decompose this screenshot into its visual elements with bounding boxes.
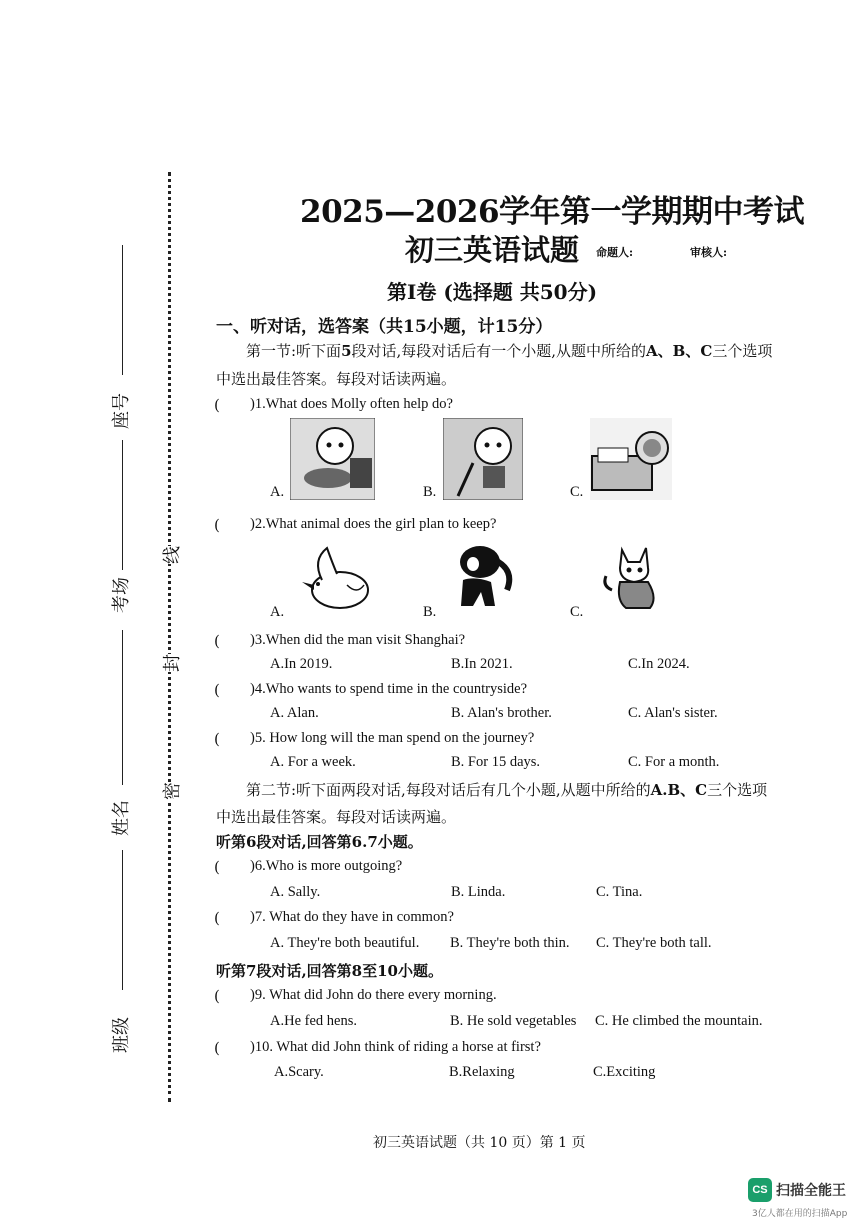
q9-option-c: C. He climbed the mountain. (595, 1013, 763, 1029)
answer-paren[interactable]: ( (214, 1039, 220, 1057)
exam-room-blank-line (122, 440, 123, 570)
q10-option-a: A.Scary. (274, 1064, 324, 1080)
sub1-instruction-line2: 中选出最佳答案。每段对话读两遍。 (216, 370, 457, 388)
exam-subtitle: 初三英语试题 (405, 233, 580, 267)
author-label: 命题人: (596, 246, 634, 259)
q1-option-b-label: B. (423, 484, 437, 500)
name-label: 姓名 (111, 800, 131, 836)
question-3: )3.When did the man visit Shanghai? (250, 632, 466, 648)
q6-option-c: C. Tina. (596, 884, 643, 900)
sub1-instruction-line1: 第一节:听下面5段对话,每段对话后有一个小题,从题中所给的A、B、C三个选项 (246, 342, 773, 360)
q2-option-c-label: C. (570, 604, 584, 620)
question-5: )5. How long will the man spend on the journey? (250, 730, 535, 746)
seal-mi-char: 密 (156, 782, 186, 800)
question-1: )1.What does Molly often help do? (250, 396, 453, 412)
q7-option-c: C. They're both tall. (596, 935, 712, 951)
q4-option-b: B. Alan's brother. (451, 705, 552, 721)
q3-option-c: C.In 2024. (628, 656, 690, 672)
listen-dialogue-7: 听第7段对话,回答第8至10小题。 (216, 962, 443, 980)
q2-image-cat (592, 540, 667, 612)
answer-paren[interactable]: ( (214, 681, 220, 699)
answer-paren[interactable]: ( (214, 516, 220, 534)
answer-paren[interactable]: ( (214, 858, 220, 876)
q7-option-b: B. They're both thin. (450, 935, 570, 951)
question-10: )10. What did John think of riding a horse at first? (250, 1039, 541, 1055)
q1-image-cooking (290, 418, 375, 500)
q7-option-a: A. They're both beautiful. (270, 935, 420, 951)
question-4: )4.Who wants to spend time in the countryside? (250, 681, 528, 697)
q2-option-a-label: A. (270, 604, 285, 620)
seal-dotted-line (168, 172, 171, 1102)
q10-option-c: C.Exciting (593, 1064, 656, 1080)
page-footer: 初三英语试题（共 10 页）第 1 页 (373, 1135, 586, 1151)
class-label: 班级 (111, 1017, 131, 1053)
seal-line-char: 线 (156, 546, 186, 564)
q5-option-a: A. For a week. (270, 754, 356, 770)
exam-title: 2025—2026学年第一学期期中考试 (300, 194, 805, 230)
q10-option-b: B.Relaxing (449, 1064, 515, 1080)
q1-image-bed (590, 418, 672, 500)
q3-option-a: A.In 2019. (270, 656, 333, 672)
q9-option-a: A.He fed hens. (270, 1013, 357, 1029)
seat-label: 座号 (111, 393, 131, 429)
q1-option-c-label: C. (570, 484, 584, 500)
q3-option-b: B.In 2021. (451, 656, 513, 672)
scanner-tagline: 3亿人都在用的扫描App (752, 1209, 848, 1219)
question-6: )6.Who is more outgoing? (250, 858, 403, 874)
camscanner-logo-icon: CS (748, 1178, 772, 1202)
q6-option-a: A. Sally. (270, 884, 321, 900)
question-9: )9. What did John do there every morning. (250, 987, 497, 1003)
q1-image-sweeping (443, 418, 523, 500)
scanner-app-name: 扫描全能王 (776, 1183, 846, 1199)
q6-option-b: B. Linda. (451, 884, 506, 900)
seat-blank-line (122, 245, 123, 375)
answer-paren[interactable]: ( (214, 396, 220, 414)
q1-option-a-label: A. (270, 484, 285, 500)
question-7: )7. What do they have in common? (250, 909, 454, 925)
name-blank-line (122, 630, 123, 785)
seal-feng-char: 封 (156, 654, 186, 672)
q5-option-b: B. For 15 days. (451, 754, 541, 770)
exam-room-label: 考场 (111, 577, 131, 613)
q5-option-c: C. For a month. (628, 754, 720, 770)
question-2: )2.What animal does the girl plan to keep? (250, 516, 497, 532)
class-blank-line (122, 850, 123, 990)
q4-option-c: C. Alan's sister. (628, 705, 718, 721)
sub2-instruction-line2: 中选出最佳答案。每段对话读两遍。 (216, 808, 457, 826)
sub2-instruction-line1: 第二节:听下面两段对话,每段对话后有几个小题,从题中所给的A.B、C三个选项 (246, 781, 768, 799)
answer-paren[interactable]: ( (214, 909, 220, 927)
reviewer-label: 审核人: (690, 246, 728, 259)
section-title: 第I卷 (选择题 共50分) (387, 280, 598, 304)
q2-image-dog (445, 540, 525, 612)
answer-paren[interactable]: ( (214, 632, 220, 650)
answer-paren[interactable]: ( (214, 987, 220, 1005)
q2-option-b-label: B. (423, 604, 437, 620)
q4-option-a: A. Alan. (270, 705, 319, 721)
part-title: 一、听对话，选答案（共15小题，计15分） (216, 317, 553, 337)
q2-image-hen (292, 540, 377, 612)
q9-option-b: B. He sold vegetables (450, 1013, 577, 1029)
answer-paren[interactable]: ( (214, 730, 220, 748)
listen-dialogue-6: 听第6段对话,回答第6.7小题。 (216, 833, 423, 851)
